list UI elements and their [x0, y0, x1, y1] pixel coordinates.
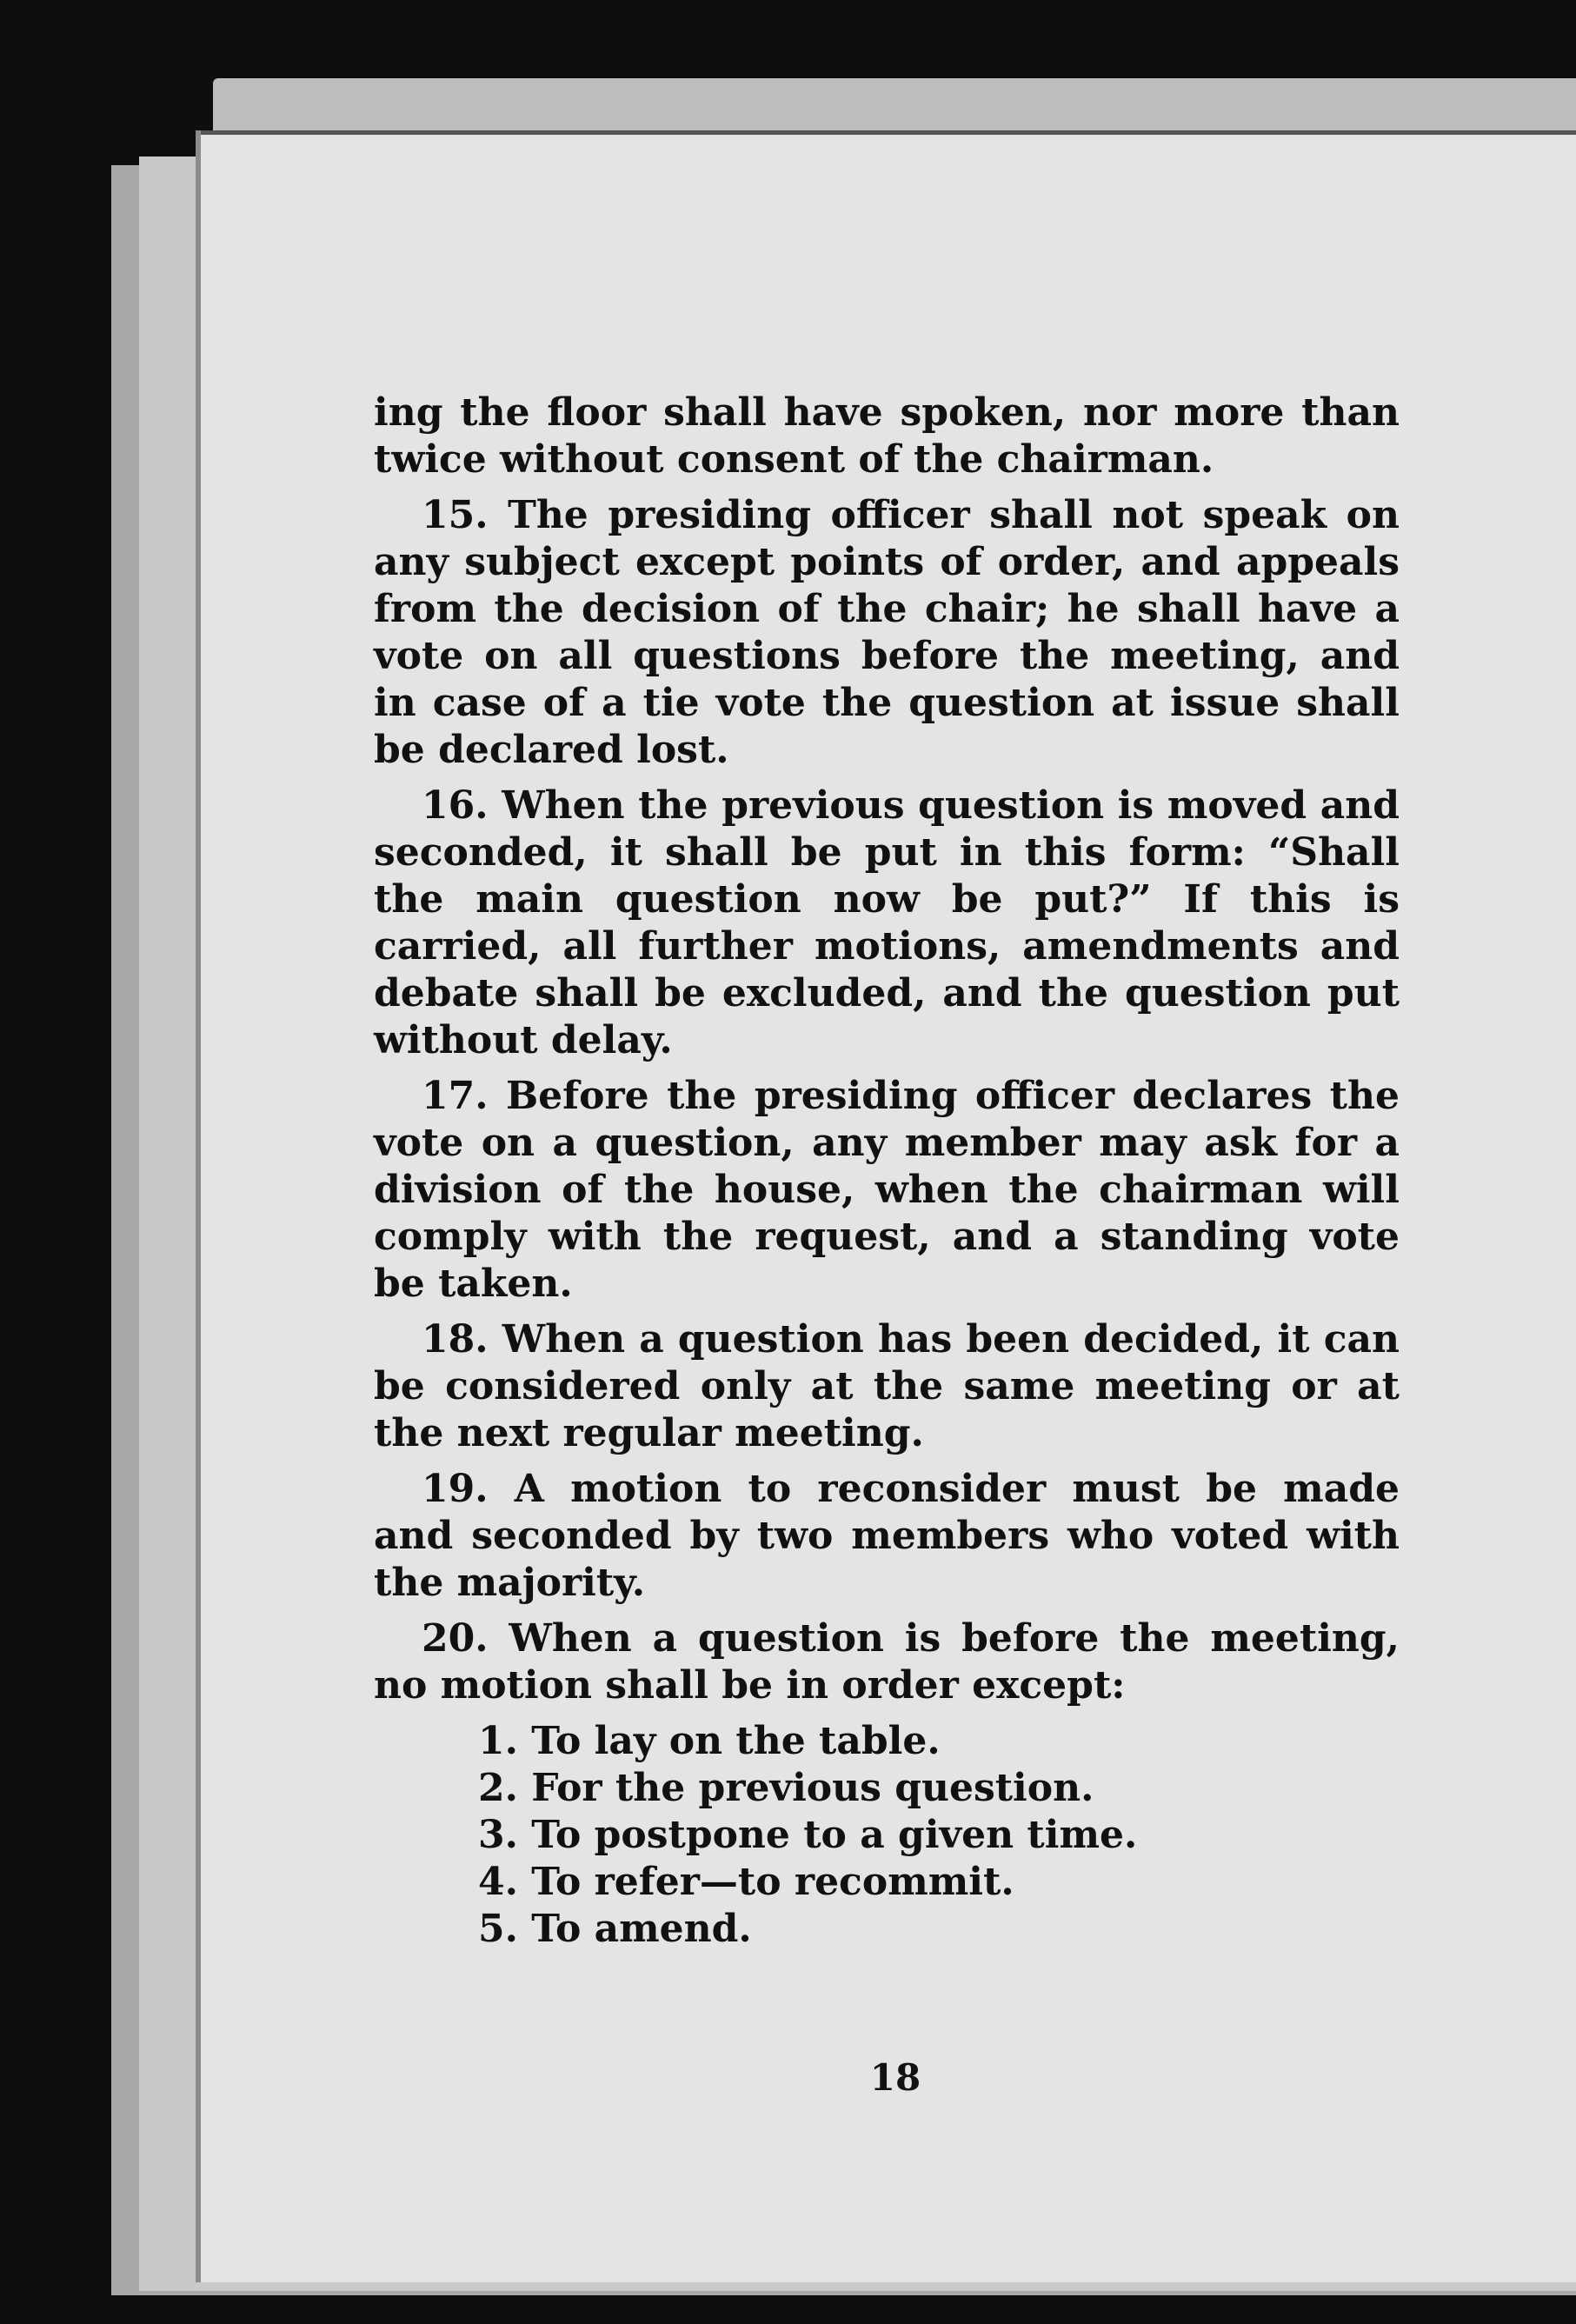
list-item: 3. To postpone to a given time.	[478, 1813, 1138, 1857]
rule-19: 19. A motion to reconsider must be made and seconded by two members who voted with the majority.	[374, 1467, 1400, 1605]
paragraph-continuation: ing the floor shall have spoken, nor more than twice without consent of the chairman.	[374, 390, 1400, 482]
rule-16: 16. When the previous question is moved and seconded, it shall be put in this form: “Shall the main question now be put?” If this is carried, all further motions, amendments and debate shall be excluded, and the question put without delay.	[374, 783, 1400, 1062]
page-text	[374, 390, 1400, 1953]
rule-17: 17. Before the presiding officer declares the vote on a question, any member may ask for a division of the house, when the chairman will comply with the request, and a standing vote be taken.	[374, 1074, 1400, 1306]
list-item: 2. For the previous question.	[478, 1766, 1094, 1810]
list-item: 1. To lay on the table.	[478, 1719, 941, 1763]
motion-list	[374, 1718, 1400, 1953]
rule-15: 15. The presiding officer shall not speak on any subject except points of order, and appeals from the decision of the chair; he shall have a vote on all questions before the meeting, and in case of a tie vote the question at issue shall be declared lost.	[374, 493, 1400, 772]
list-item: 5. To amend.	[478, 1907, 752, 1951]
page-number: 18	[869, 2056, 921, 2099]
rule-18: 18. When a question has been decided, it can be considered only at the same meeting or at the next regular meeting.	[374, 1317, 1400, 1455]
list-item: 4. To refer—to recommit.	[478, 1860, 1014, 1904]
rule-20: 20. When a question is before the meeting, no motion shall be in order except:	[374, 1616, 1400, 1708]
